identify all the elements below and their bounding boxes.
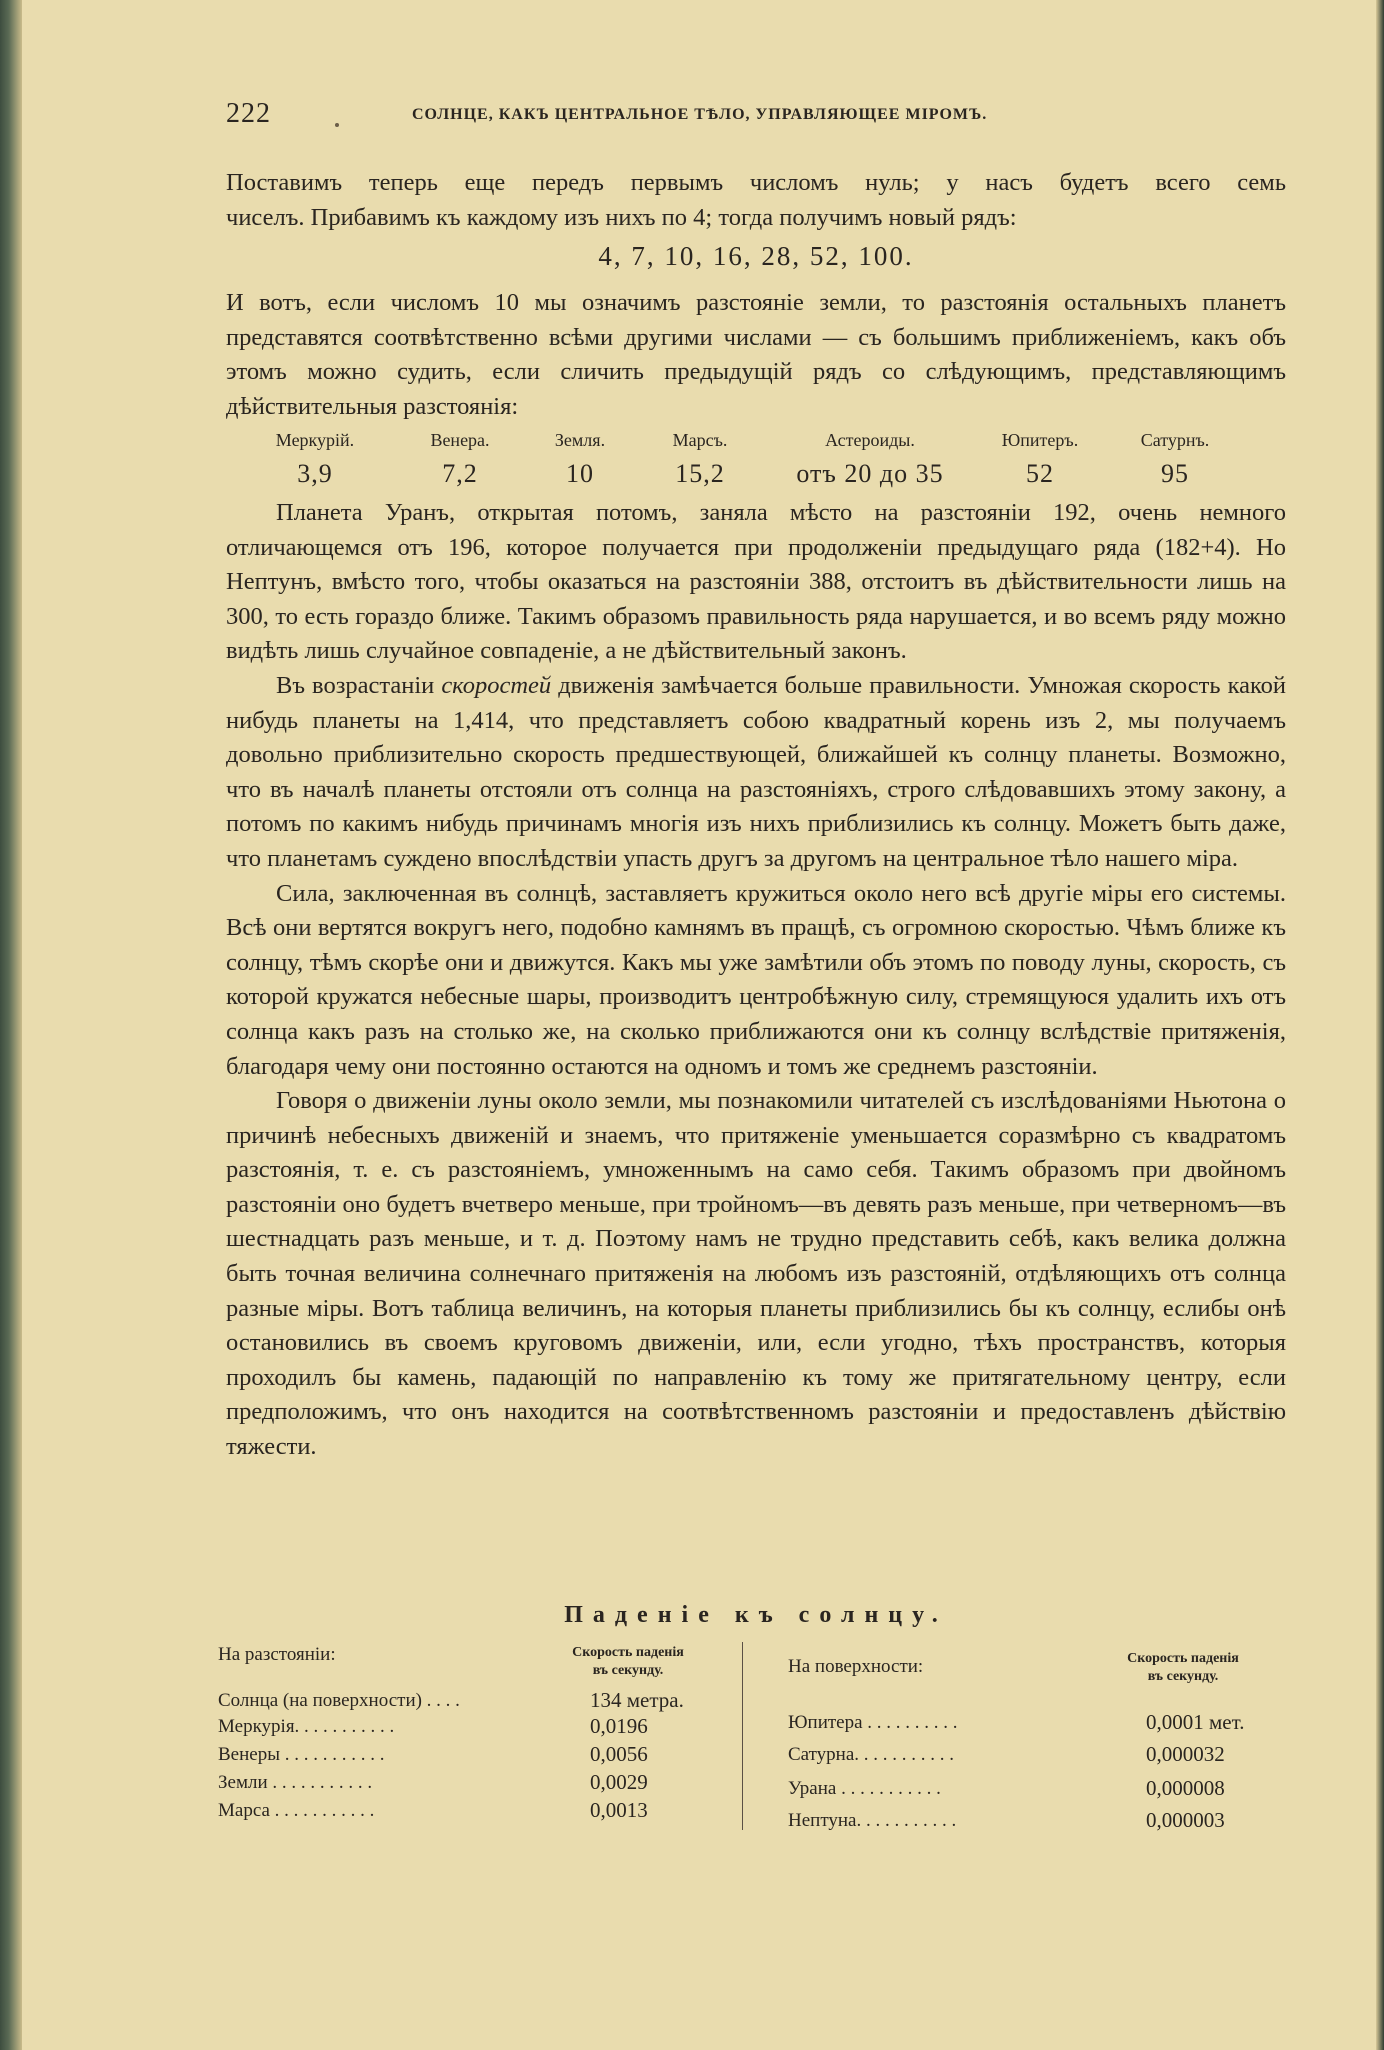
fall-row-label: Нептуна. . . . . . . . . . . [788, 1810, 957, 1831]
page-number: 222 [226, 98, 271, 129]
fall-table-row [788, 1808, 1225, 1832]
intro-line-1: Поставимъ теперь еще передъ первымъ числомъ нуль; у насъ будетъ всего семь [226, 169, 1286, 196]
planet-distance: 10 [566, 459, 594, 488]
fall-table-row [218, 1688, 684, 1712]
intro-paragraph: И вотъ, если числомъ 10 мы означимъ разстояніе земли, то разстоянія остальныхъ планетъ представятся соотвѣтственно всѣми другими числами — съ большимъ приближеніемъ, какъ объ этомъ можно судить, если сличить предыдущій рядъ со слѣдующимъ, представляющимъ дѣйствительныя разстоянія: [226, 289, 1286, 420]
fall-row-label: Солнца (на поверхности) . . . . [218, 1690, 460, 1711]
book-binding-edge [0, 0, 22, 2050]
page-header [226, 98, 1126, 138]
planet-name: Юпитеръ. [1001, 430, 1079, 450]
intro-lines [226, 166, 1286, 235]
body-text [226, 496, 1286, 1465]
distance-column [655, 430, 745, 489]
running-title: СОЛНЦЕ, КАКЪ ЦЕНТРАЛЬНОЕ ТѢЛО, УПРАВЛЯЮЩЕЕ МІРОМЪ. [412, 106, 988, 123]
paragraph-newton: Говоря о движеніи луны около земли, мы познакомили читателей съ изслѣдованіями Ньютона о причинѣ небесныхъ движеній и знаемъ, что притяженіе уменьшается соразмѣрно съ квадратомъ разстоянія, т. е. съ разстояніемъ, умноженнымъ на само себя. Такимъ образомъ при двойномъ разстояніи оно будетъ вчетверо меньше, при тройномъ—въ девять разъ меньше, при четверномъ—въ шестнадцать разъ меньше, и т. д. Поэтому намъ не трудно представить себѣ, какъ велика должна быть точная величина солнечнаго притяженія на любомъ изъ разстояній, отдѣляющихъ отъ солнца разные міры. Вотъ таблица величинъ, на которыя планеты приблизились бы къ солнцу, еслибы онѣ остановились въ своемъ круговомъ движеніи, или, если угодно, тѣхъ пространствъ, которыя проходилъ бы камень, падающій по направленію къ тому же притягательному центру, если предположимъ, что онъ находится на соотвѣтственномъ разстояніи и предоставленъ дѣйствію тяжести. [226, 1087, 1286, 1461]
velocities-text-start: Въ возрастаніи [276, 671, 442, 699]
speed-header-line-1: Скорость паденія [572, 1645, 684, 1660]
intro-line-2: чиселъ. Прибавимъ къ каждому изъ нихъ по 4; тогда получимъ новый рядъ: [226, 203, 1017, 231]
planet-name: Астероиды. [825, 430, 915, 450]
fall-row-value: 134 метра. [590, 1688, 684, 1712]
fall-row-label: Юпитера . . . . . . . . . . [788, 1712, 958, 1733]
intro-paragraph-block [226, 286, 1286, 424]
distance-column [540, 430, 620, 489]
fall-row-value: 0,0029 [590, 1770, 648, 1794]
fall-table-row [788, 1776, 1225, 1800]
fall-table-row [218, 1714, 648, 1738]
fall-row-value: 0,0001 мет. [1146, 1710, 1245, 1734]
fall-row-label: Сатурна. . . . . . . . . . . [788, 1744, 955, 1765]
planet-distance: 15,2 [675, 459, 725, 488]
fall-table-row [218, 1798, 648, 1822]
fall-table-left [218, 1644, 718, 1834]
distance-column [1125, 430, 1225, 489]
planet-distance: 7,2 [442, 459, 478, 488]
velocities-italic-word: скоростей [441, 671, 552, 699]
paragraph-uranus-neptune: Планета Уранъ, открытая потомъ, заняла мѣсто на разстояніи 192, очень немного отличающемся отъ 196, которое получается при продолженіи предыдущаго ряда (182+4). Но Нептунъ, вмѣсто того, чтобы оказаться на разстояніи 388, отстоитъ въ дѣйствительности лишь на 300, то есть гораздо ближе. Такимъ образомъ правильность ряда нарушается, и во всемъ ряду можно видѣть лишь случайное совпаденіе, а не дѣйствительный законъ. [226, 499, 1286, 665]
planet-name: Меркурій. [275, 430, 355, 450]
fall-row-label: Земли . . . . . . . . . . . [218, 1772, 373, 1793]
fall-table-row [218, 1742, 648, 1766]
fall-table-left-header: На разстояніи: [218, 1644, 336, 1665]
distance-column [270, 430, 360, 489]
fall-row-label: Венеры . . . . . . . . . . . [218, 1744, 385, 1765]
fall-table-row [218, 1770, 648, 1794]
fall-table-divider [742, 1642, 743, 1830]
fall-table-title: Паденіе къ солнцу. [564, 1602, 948, 1628]
planet-distance: 52 [1026, 459, 1054, 488]
paragraph-solar-force: Сила, заключенная въ солнцѣ, заставляетъ кружиться около него всѣ другіе міры его системы. Всѣ они вертятся вокругъ него, подобно камнямъ въ пращѣ, съ огромною скоростью. Чѣмъ ближе къ солнцу, тѣмъ скорѣе они и движутся. Какъ мы уже замѣтили объ этомъ по поводу луны, скорость, съ которой кружатся небесные шары, производитъ центробѣжную силу, стремящуюся удалить ихъ отъ солнца какъ разъ на столько же, на сколько приближаются они къ солнцу вслѣдствіе притяженія, благодаря чему они постоянно остаются на одномъ и томъ же среднемъ разстояніи. [226, 879, 1286, 1080]
number-series: 4, 7, 10, 16, 28, 52, 100. [598, 241, 914, 271]
fall-row-value: 0,000032 [1146, 1742, 1225, 1766]
fall-table-right-header: На поверхности: [788, 1656, 924, 1677]
planet-distance: 3,9 [297, 459, 333, 488]
fall-table-speed-header-left [538, 1644, 718, 1680]
planet-name: Марсъ. [672, 430, 728, 450]
planet-distance: 95 [1161, 459, 1189, 488]
speed-header-line-2: въ секунду. [592, 1663, 664, 1678]
planet-name: Земля. [554, 430, 606, 450]
planet-name: Сатурнъ. [1140, 430, 1210, 450]
fall-table-speed-header-right [1098, 1650, 1268, 1686]
fall-row-value: 0,0196 [590, 1714, 648, 1738]
planet-name: Венера. [430, 430, 490, 450]
page-right-edge [1376, 0, 1384, 2050]
distance-column [775, 430, 965, 489]
fall-table-row [788, 1742, 1225, 1766]
fall-row-value: 0,0013 [590, 1798, 648, 1822]
velocities-text-rest: движенія замѣчается больше правильности. Умножая скорость какой нибудь планеты на 1,414, что представляетъ собою квадратный корень изъ 2, мы получаемъ довольно приблизительно скорость предшествующей, ближайшей къ солнцу планеты. Возможно, что въ началѣ планеты отстояли отъ солнца на разстояніяхъ, строго слѣдовавшихъ этому закону, а потомъ по какимъ нибудь причинамъ многія изъ нихъ приблизились къ солнцу. Можетъ быть даже, что планетамъ суждено впослѣдствіи упасть другъ за другомъ на центральное тѣло нашего міра. [226, 671, 1286, 872]
paragraph-velocities [226, 669, 1286, 877]
fall-row-label: Меркурія. . . . . . . . . . . [218, 1716, 395, 1737]
planet-distance: отъ 20 до 35 [796, 459, 944, 488]
fall-table-right [788, 1650, 1288, 1840]
fall-row-value: 0,0056 [590, 1742, 648, 1766]
distance-column [990, 430, 1090, 489]
distance-column [420, 430, 500, 489]
fall-row-label: Урана . . . . . . . . . . . [788, 1778, 941, 1799]
fall-row-label: Марса . . . . . . . . . . . [218, 1800, 375, 1821]
speed-header-line-1: Скорость паденія [1127, 1651, 1239, 1666]
fall-table-row [788, 1710, 1245, 1734]
fall-row-value: 0,000008 [1146, 1776, 1225, 1800]
fall-row-value: 0,000003 [1146, 1808, 1225, 1832]
speed-header-line-2: въ секунду. [1147, 1669, 1219, 1684]
